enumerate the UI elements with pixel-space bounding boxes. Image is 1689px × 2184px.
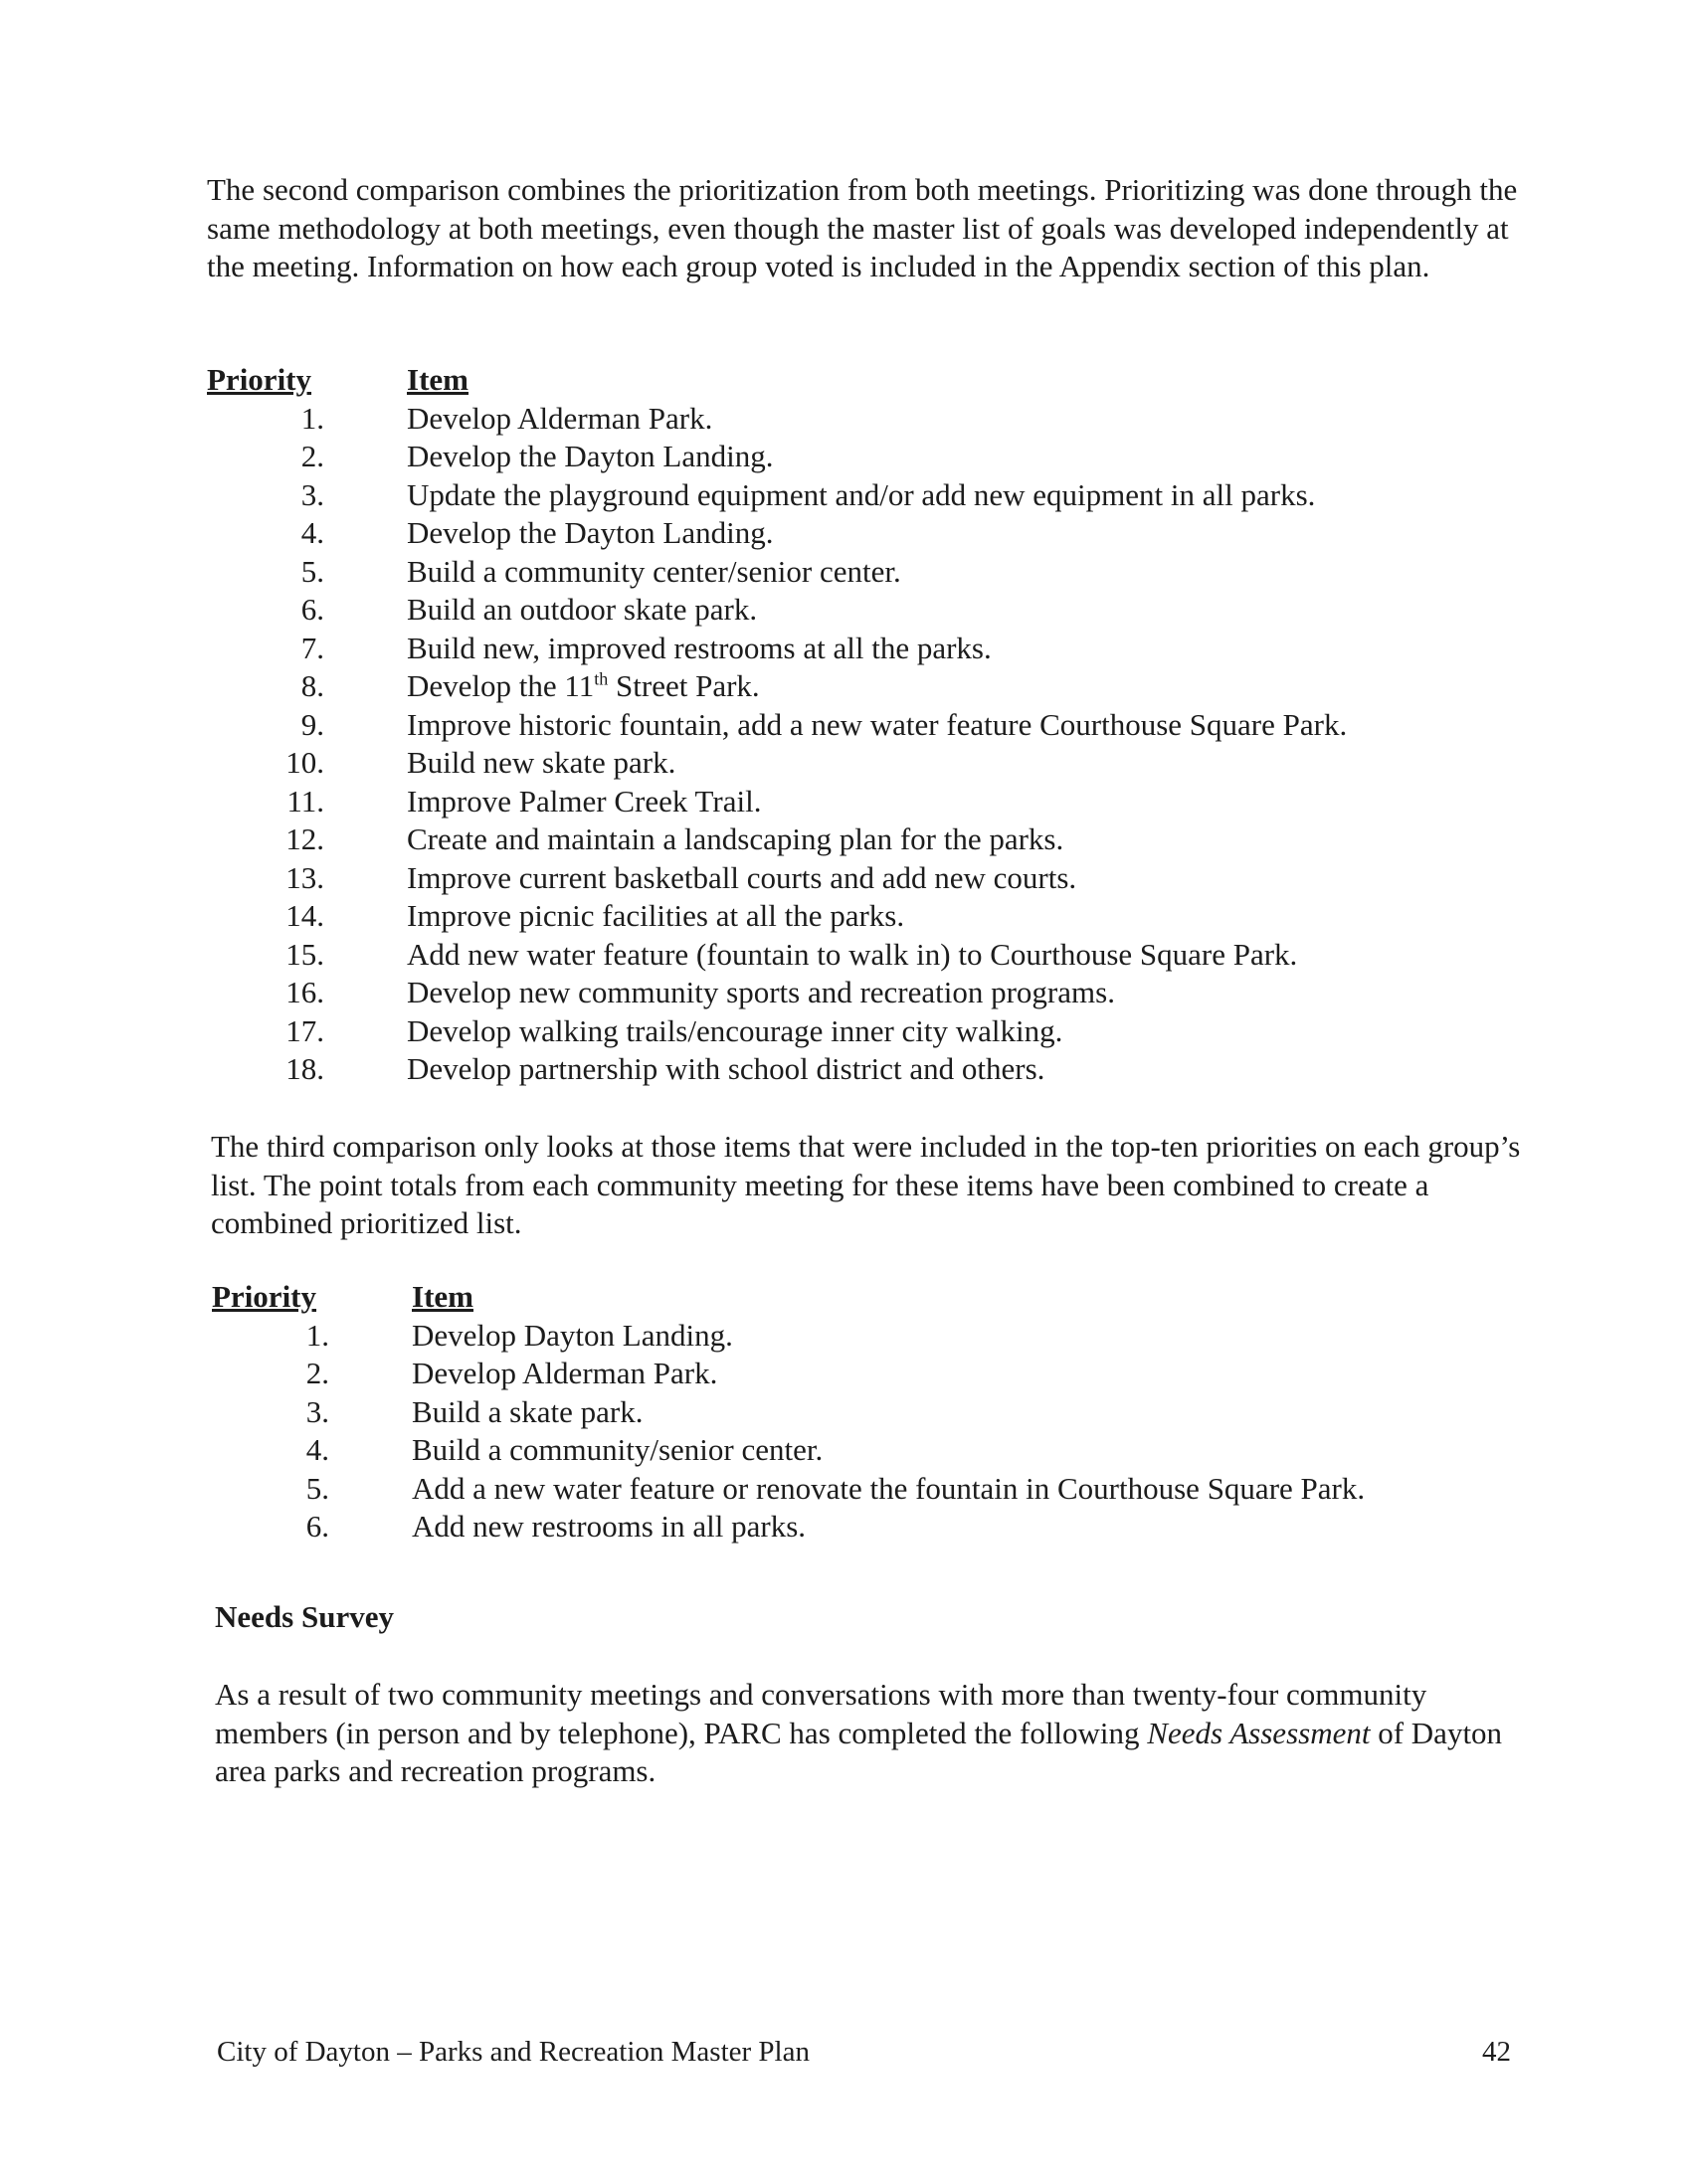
priority-number: 3. bbox=[305, 1393, 329, 1429]
needs-survey-paragraph bbox=[215, 1676, 1538, 1791]
item-column-header: Item bbox=[407, 362, 469, 397]
item-text-part: Street Park. bbox=[608, 668, 760, 703]
priority-number: 17. bbox=[285, 1012, 324, 1048]
priority-number: 1. bbox=[305, 1317, 329, 1353]
item-text: Develop partnership with school district and others. bbox=[407, 1051, 1045, 1086]
item-text: Develop Alderman Park. bbox=[412, 1356, 718, 1390]
priority-number: 14. bbox=[285, 898, 324, 933]
item-text: Add new restrooms in all parks. bbox=[412, 1509, 807, 1544]
ordinal-superscript: th bbox=[594, 668, 609, 689]
needs-survey-heading: Needs Survey bbox=[215, 1599, 394, 1634]
priority-number: 4. bbox=[300, 515, 324, 550]
item-text: Improve Palmer Creek Trail. bbox=[407, 783, 762, 819]
item-text: Improve picnic facilities at all the parks. bbox=[407, 898, 905, 933]
priority-number: 11. bbox=[286, 783, 324, 819]
priority-number: 5. bbox=[305, 1470, 329, 1506]
item-column-header: Item bbox=[412, 1279, 473, 1314]
priority-number: 8. bbox=[300, 668, 324, 703]
footer-page-number: 42 bbox=[1482, 2036, 1511, 2068]
item-text: Build new, improved restrooms at all the parks. bbox=[407, 630, 992, 665]
priority-number: 18. bbox=[285, 1051, 324, 1086]
priority-number: 1. bbox=[300, 400, 324, 436]
third-comparison-paragraph: The third comparison only looks at those items that were included in the top-ten priorities on each group’s list. The point totals from each community meeting for these items have been combined to create a combined prioritized list. bbox=[211, 1129, 1521, 1240]
item-text: Develop walking trails/encourage inner city walking. bbox=[407, 1012, 1063, 1048]
priority-number: 9. bbox=[300, 706, 324, 742]
item-text: Build a community center/senior center. bbox=[407, 553, 901, 589]
priority-number: 5. bbox=[300, 553, 324, 589]
priority-number: 6. bbox=[300, 592, 324, 627]
priority-column-header: Priority bbox=[207, 362, 312, 397]
paragraph-text: As a result of two community meetings and conversations with more than twenty-four community members (in person and by telephone), PARC has completed the following bbox=[215, 1677, 1427, 1750]
item-text: Develop new community sports and recreation programs. bbox=[407, 975, 1115, 1009]
item-text: Build new skate park. bbox=[407, 745, 676, 780]
priority-number: 13. bbox=[285, 859, 324, 895]
priority-number: 15. bbox=[285, 936, 324, 972]
item-text: Add new water feature (fountain to walk in) to Courthouse Square Park. bbox=[407, 936, 1298, 972]
priority-number: 12. bbox=[285, 821, 324, 856]
item-text bbox=[407, 667, 760, 706]
item-text: Improve current basketball courts and add new courts. bbox=[407, 859, 1077, 895]
priority-number: 3. bbox=[300, 476, 324, 512]
paragraph-text: of Dayton area parks and recreation programs. bbox=[215, 1715, 1503, 1788]
item-text: Create and maintain a landscaping plan for the parks. bbox=[407, 821, 1064, 856]
item-text: Develop Dayton Landing. bbox=[412, 1317, 733, 1353]
priority-number: 2. bbox=[300, 439, 324, 473]
item-text: Build a community/senior center. bbox=[412, 1432, 824, 1467]
item-text: Develop the Dayton Landing. bbox=[407, 515, 774, 550]
priority-number: 10. bbox=[285, 745, 324, 780]
item-text: Add a new water feature or renovate the fountain in Courthouse Square Park. bbox=[412, 1470, 1366, 1506]
item-text: Update the playground equipment and/or add new equipment in all parks. bbox=[407, 476, 1316, 512]
priority-number: 4. bbox=[305, 1432, 329, 1467]
priority-number: 16. bbox=[285, 975, 324, 1009]
item-text: Improve historic fountain, add a new water feature Courthouse Square Park. bbox=[407, 706, 1348, 742]
item-text: Build an outdoor skate park. bbox=[407, 592, 758, 627]
footer-document-title: City of Dayton – Parks and Recreation Master Plan bbox=[217, 2036, 810, 2068]
priority-number: 2. bbox=[305, 1356, 329, 1390]
item-text: Develop Alderman Park. bbox=[407, 400, 713, 436]
priority-number: 7. bbox=[300, 630, 324, 665]
document-title-italic: Needs Assessment bbox=[1147, 1715, 1371, 1750]
intro-paragraph: The second comparison combines the prioritization from both meetings. Prioritizing was done through the same methodology at both meetings, even though the master list of goals was developed independently at the meeting. Information on how each group voted is included in the Appendix section of this plan. bbox=[207, 172, 1518, 283]
priority-number: 6. bbox=[305, 1509, 329, 1544]
priority-column-header: Priority bbox=[212, 1279, 317, 1314]
item-text: Build a skate park. bbox=[412, 1393, 644, 1429]
item-text-part: Develop the 11 bbox=[407, 668, 595, 703]
item-text: Develop the Dayton Landing. bbox=[407, 439, 774, 473]
